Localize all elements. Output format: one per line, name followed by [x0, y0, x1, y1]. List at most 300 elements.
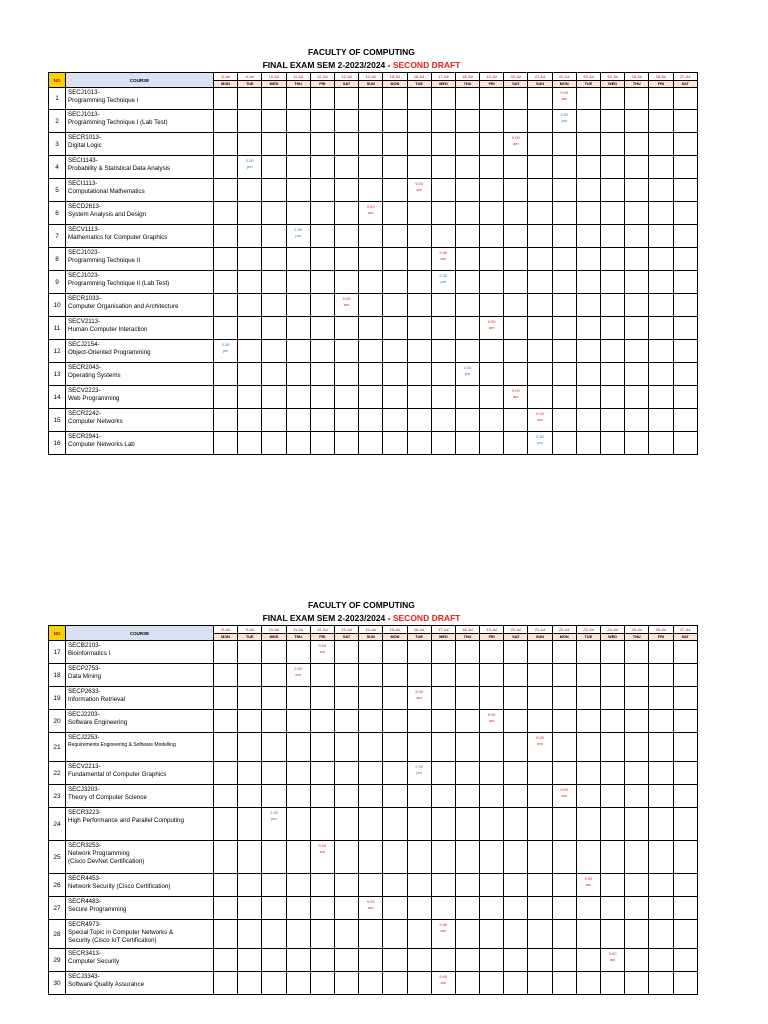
empty-slot: [334, 271, 358, 294]
title-main: FINAL EXAM SEM 2-2023/2024 -: [262, 60, 393, 70]
date-header: 15-Jul: [383, 73, 407, 81]
course-title: Human Computer Interaction: [68, 325, 148, 333]
empty-slot: [238, 248, 262, 271]
empty-slot: [286, 808, 310, 841]
empty-slot: [552, 641, 576, 664]
course-row: [49, 88, 698, 110]
empty-slot: [601, 409, 625, 432]
day-header: SAT: [504, 634, 528, 641]
empty-slot: [238, 88, 262, 110]
empty-slot: [528, 271, 552, 294]
empty-slot: [625, 409, 649, 432]
empty-slot: [528, 225, 552, 248]
empty-slot: [504, 920, 528, 949]
empty-slot: [310, 920, 334, 949]
empty-slot: [504, 88, 528, 110]
course-row: [49, 133, 698, 156]
empty-slot: [625, 897, 649, 920]
empty-slot: [552, 664, 576, 687]
empty-slot: [214, 156, 238, 179]
empty-slot: [576, 785, 600, 808]
empty-slot: [480, 156, 504, 179]
course-code: SECR1013-: [68, 134, 102, 141]
course-code: SECJ2203-: [68, 711, 100, 718]
empty-slot: [625, 920, 649, 949]
row-number: 19: [49, 687, 66, 710]
course-row: [49, 710, 698, 733]
empty-slot: [480, 733, 504, 762]
empty-slot: [576, 225, 600, 248]
course-title: Information Retrieval: [68, 695, 126, 703]
row-number: 4: [49, 156, 66, 179]
empty-slot: [359, 949, 383, 972]
empty-slot: [383, 133, 407, 156]
date-header: 11-Jul: [286, 626, 310, 634]
empty-slot: [480, 386, 504, 409]
empty-slot: [480, 248, 504, 271]
empty-slot: [238, 733, 262, 762]
empty-slot: [673, 808, 697, 841]
empty-slot: [576, 409, 600, 432]
empty-slot: [504, 762, 528, 785]
empty-slot: [601, 972, 625, 995]
empty-slot: [528, 785, 552, 808]
empty-slot: [455, 225, 479, 248]
course-row: [49, 687, 698, 710]
empty-slot: [455, 432, 479, 455]
date-header: 24-Jul: [601, 626, 625, 634]
empty-slot: [601, 762, 625, 785]
empty-slot: [552, 897, 576, 920]
empty-slot: [504, 641, 528, 664]
empty-slot: [407, 808, 431, 841]
exam-slot: 9.00 am: [334, 294, 358, 317]
empty-slot: [383, 841, 407, 874]
empty-slot: [359, 710, 383, 733]
empty-slot: [673, 733, 697, 762]
date-header: 10-Jul: [262, 73, 286, 81]
course-code: SECJ3343-: [68, 973, 100, 980]
empty-slot: [552, 317, 576, 340]
row-number: 13: [49, 363, 66, 386]
empty-slot: [455, 808, 479, 841]
empty-slot: [625, 202, 649, 225]
empty-slot: [504, 340, 528, 363]
course-cell: [66, 225, 214, 248]
empty-slot: [576, 271, 600, 294]
course-row: [49, 432, 698, 455]
empty-slot: [286, 88, 310, 110]
empty-slot: [431, 88, 455, 110]
exam-slot: 2.30 pm: [455, 363, 479, 386]
empty-slot: [649, 641, 673, 664]
empty-slot: [238, 710, 262, 733]
row-number: 22: [49, 762, 66, 785]
row-number: 12: [49, 340, 66, 363]
course-cell: [66, 874, 214, 897]
empty-slot: [359, 432, 383, 455]
empty-slot: [262, 409, 286, 432]
empty-slot: [480, 432, 504, 455]
empty-slot: [359, 225, 383, 248]
date-header: 18-Jul: [455, 626, 479, 634]
empty-slot: [359, 664, 383, 687]
empty-slot: [238, 294, 262, 317]
empty-slot: [576, 641, 600, 664]
empty-slot: [601, 808, 625, 841]
empty-slot: [673, 133, 697, 156]
row-number: 5: [49, 179, 66, 202]
empty-slot: [407, 841, 431, 874]
empty-slot: [455, 386, 479, 409]
date-header: 10-Jul: [262, 626, 286, 634]
empty-slot: [552, 710, 576, 733]
empty-slot: [310, 317, 334, 340]
empty-slot: [238, 762, 262, 785]
empty-slot: [576, 897, 600, 920]
row-number: 20: [49, 710, 66, 733]
empty-slot: [673, 225, 697, 248]
course-title: Computer Networks: [68, 417, 123, 425]
empty-slot: [262, 156, 286, 179]
course-row: [49, 874, 698, 897]
empty-slot: [625, 733, 649, 762]
course-code: SECR1033-: [68, 295, 102, 302]
empty-slot: [359, 386, 383, 409]
empty-slot: [649, 664, 673, 687]
empty-slot: [310, 897, 334, 920]
day-header: MON: [552, 634, 576, 641]
empty-slot: [625, 317, 649, 340]
empty-slot: [262, 88, 286, 110]
empty-slot: [504, 897, 528, 920]
empty-slot: [214, 641, 238, 664]
empty-slot: [649, 874, 673, 897]
day-header: SUN: [528, 81, 552, 88]
date-header: 13-Jul: [334, 626, 358, 634]
empty-slot: [238, 874, 262, 897]
empty-slot: [359, 294, 383, 317]
empty-slot: [552, 972, 576, 995]
empty-slot: [528, 110, 552, 133]
empty-slot: [455, 972, 479, 995]
empty-slot: [238, 409, 262, 432]
day-header: FRI: [649, 81, 673, 88]
empty-slot: [625, 110, 649, 133]
empty-slot: [625, 156, 649, 179]
empty-slot: [649, 949, 673, 972]
empty-slot: [480, 225, 504, 248]
course-cell: [66, 248, 214, 271]
day-header: SAT: [334, 81, 358, 88]
empty-slot: [214, 225, 238, 248]
course-title: Computer Security: [68, 957, 120, 965]
empty-slot: [359, 248, 383, 271]
empty-slot: [649, 363, 673, 386]
empty-slot: [214, 972, 238, 995]
empty-slot: [310, 762, 334, 785]
date-header: 8-Jul: [214, 626, 238, 634]
empty-slot: [625, 874, 649, 897]
exam-slot: 9.00 am: [431, 920, 455, 949]
empty-slot: [310, 202, 334, 225]
day-header: MON: [552, 81, 576, 88]
course-header: COURSE: [66, 626, 214, 641]
day-header: SAT: [334, 634, 358, 641]
course-code: SECR4453-: [68, 875, 102, 882]
empty-slot: [480, 641, 504, 664]
row-number: 7: [49, 225, 66, 248]
course-row: [49, 340, 698, 363]
row-number: 8: [49, 248, 66, 271]
empty-slot: [286, 317, 310, 340]
empty-slot: [576, 179, 600, 202]
timetable-table: [48, 72, 698, 455]
empty-slot: [214, 271, 238, 294]
empty-slot: [649, 340, 673, 363]
empty-slot: [334, 156, 358, 179]
course-code: SECJ2154-: [68, 341, 100, 348]
empty-slot: [601, 156, 625, 179]
empty-slot: [286, 641, 310, 664]
empty-slot: [238, 179, 262, 202]
empty-slot: [334, 762, 358, 785]
date-header: 16-Jul: [407, 626, 431, 634]
empty-slot: [262, 949, 286, 972]
date-header: 21-Jul: [528, 73, 552, 81]
empty-slot: [334, 133, 358, 156]
empty-slot: [407, 920, 431, 949]
empty-slot: [262, 248, 286, 271]
empty-slot: [214, 710, 238, 733]
date-header: 15-Jul: [383, 626, 407, 634]
empty-slot: [238, 785, 262, 808]
empty-slot: [262, 110, 286, 133]
empty-slot: [431, 841, 455, 874]
exam-slot: 2.30 pm: [552, 110, 576, 133]
date-header: 27-Jul: [673, 626, 697, 634]
day-header: THU: [625, 81, 649, 88]
empty-slot: [407, 641, 431, 664]
empty-slot: [504, 972, 528, 995]
exam-slot: 9.00 am: [504, 386, 528, 409]
empty-slot: [383, 363, 407, 386]
empty-slot: [238, 271, 262, 294]
empty-slot: [262, 710, 286, 733]
empty-slot: [480, 920, 504, 949]
empty-slot: [431, 317, 455, 340]
empty-slot: [383, 897, 407, 920]
empty-slot: [359, 874, 383, 897]
row-number: 6: [49, 202, 66, 225]
course-cell: [66, 409, 214, 432]
course-code: SECR3413-: [68, 950, 102, 957]
empty-slot: [649, 294, 673, 317]
day-header: TUE: [576, 81, 600, 88]
empty-slot: [649, 920, 673, 949]
empty-slot: [528, 641, 552, 664]
empty-slot: [407, 432, 431, 455]
empty-slot: [359, 785, 383, 808]
empty-slot: [359, 687, 383, 710]
empty-slot: [286, 432, 310, 455]
course-cell: [66, 432, 214, 455]
empty-slot: [601, 710, 625, 733]
course-title: Requirements Engineering & Software Modelling: [68, 741, 176, 748]
day-header: WED: [262, 634, 286, 641]
row-number: 30: [49, 972, 66, 995]
course-cell: [66, 808, 214, 841]
empty-slot: [528, 317, 552, 340]
empty-slot: [334, 733, 358, 762]
empty-slot: [383, 88, 407, 110]
empty-slot: [649, 808, 673, 841]
course-title: Secure Programming: [68, 905, 127, 913]
course-row: [49, 156, 698, 179]
course-title: Operating Systems: [68, 371, 121, 379]
empty-slot: [480, 340, 504, 363]
empty-slot: [649, 733, 673, 762]
row-number: 25: [49, 841, 66, 874]
course-cell: [66, 317, 214, 340]
course-row: [49, 841, 698, 874]
course-row: [49, 972, 698, 995]
empty-slot: [552, 762, 576, 785]
empty-slot: [504, 110, 528, 133]
empty-slot: [334, 340, 358, 363]
day-header: THU: [625, 634, 649, 641]
empty-slot: [310, 432, 334, 455]
empty-slot: [504, 363, 528, 386]
course-cell: [66, 133, 214, 156]
empty-slot: [407, 156, 431, 179]
empty-slot: [334, 664, 358, 687]
empty-slot: [214, 920, 238, 949]
empty-slot: [455, 874, 479, 897]
course-row: [49, 317, 698, 340]
empty-slot: [673, 386, 697, 409]
course-title: Software Quality Assurance: [68, 980, 145, 988]
empty-slot: [334, 110, 358, 133]
empty-slot: [334, 641, 358, 664]
date-header: 19-Jul: [480, 73, 504, 81]
title-main: FINAL EXAM SEM 2-2023/2024 -: [262, 613, 393, 623]
empty-slot: [214, 949, 238, 972]
empty-slot: [552, 687, 576, 710]
course-code: SECB2103-: [68, 642, 101, 649]
empty-slot: [649, 202, 673, 225]
empty-slot: [286, 841, 310, 874]
empty-slot: [601, 841, 625, 874]
empty-slot: [286, 409, 310, 432]
empty-slot: [238, 432, 262, 455]
empty-slot: [214, 317, 238, 340]
empty-slot: [359, 110, 383, 133]
empty-slot: [504, 317, 528, 340]
empty-slot: [673, 972, 697, 995]
empty-slot: [552, 733, 576, 762]
empty-slot: [673, 785, 697, 808]
empty-slot: [528, 762, 552, 785]
course-row: [49, 949, 698, 972]
course-code: SECR3223-: [68, 809, 102, 816]
empty-slot: [262, 641, 286, 664]
empty-slot: [504, 664, 528, 687]
empty-slot: [431, 432, 455, 455]
empty-slot: [528, 687, 552, 710]
empty-slot: [383, 202, 407, 225]
empty-slot: [528, 386, 552, 409]
empty-slot: [528, 808, 552, 841]
empty-slot: [673, 179, 697, 202]
empty-slot: [552, 340, 576, 363]
empty-slot: [214, 897, 238, 920]
empty-slot: [310, 687, 334, 710]
faculty-heading: FACULTY OF COMPUTING: [308, 47, 415, 57]
empty-slot: [262, 317, 286, 340]
draft-label: SECOND DRAFT: [392, 60, 461, 70]
course-code: SECV2213-: [68, 763, 101, 770]
empty-slot: [238, 340, 262, 363]
empty-slot: [383, 386, 407, 409]
exam-slot: 9.00 am: [601, 949, 625, 972]
course-code: SECI1143-: [68, 157, 98, 164]
empty-slot: [576, 664, 600, 687]
empty-slot: [238, 949, 262, 972]
empty-slot: [214, 874, 238, 897]
row-number: 3: [49, 133, 66, 156]
empty-slot: [431, 156, 455, 179]
timetable-table: [48, 625, 698, 995]
exam-slot: 9.00 am: [528, 409, 552, 432]
empty-slot: [673, 664, 697, 687]
empty-slot: [504, 271, 528, 294]
exam-slot: 9.00 am: [359, 897, 383, 920]
date-header: 9-Jul: [238, 626, 262, 634]
empty-slot: [649, 897, 673, 920]
empty-slot: [214, 363, 238, 386]
empty-slot: [504, 409, 528, 432]
empty-slot: [601, 363, 625, 386]
empty-slot: [601, 179, 625, 202]
course-cell: [66, 785, 214, 808]
day-header: SUN: [359, 81, 383, 88]
empty-slot: [238, 225, 262, 248]
course-cell: [66, 733, 214, 762]
empty-slot: [455, 733, 479, 762]
course-row: [49, 386, 698, 409]
empty-slot: [576, 733, 600, 762]
empty-slot: [601, 110, 625, 133]
empty-slot: [214, 762, 238, 785]
row-number: 17: [49, 641, 66, 664]
empty-slot: [262, 733, 286, 762]
empty-slot: [262, 179, 286, 202]
empty-slot: [455, 710, 479, 733]
empty-slot: [431, 785, 455, 808]
course-cell: [66, 664, 214, 687]
empty-slot: [431, 897, 455, 920]
row-number: 1: [49, 88, 66, 110]
empty-slot: [262, 687, 286, 710]
empty-slot: [480, 133, 504, 156]
empty-slot: [649, 179, 673, 202]
empty-slot: [286, 874, 310, 897]
empty-slot: [673, 641, 697, 664]
day-header: SAT: [504, 81, 528, 88]
empty-slot: [576, 248, 600, 271]
empty-slot: [601, 687, 625, 710]
